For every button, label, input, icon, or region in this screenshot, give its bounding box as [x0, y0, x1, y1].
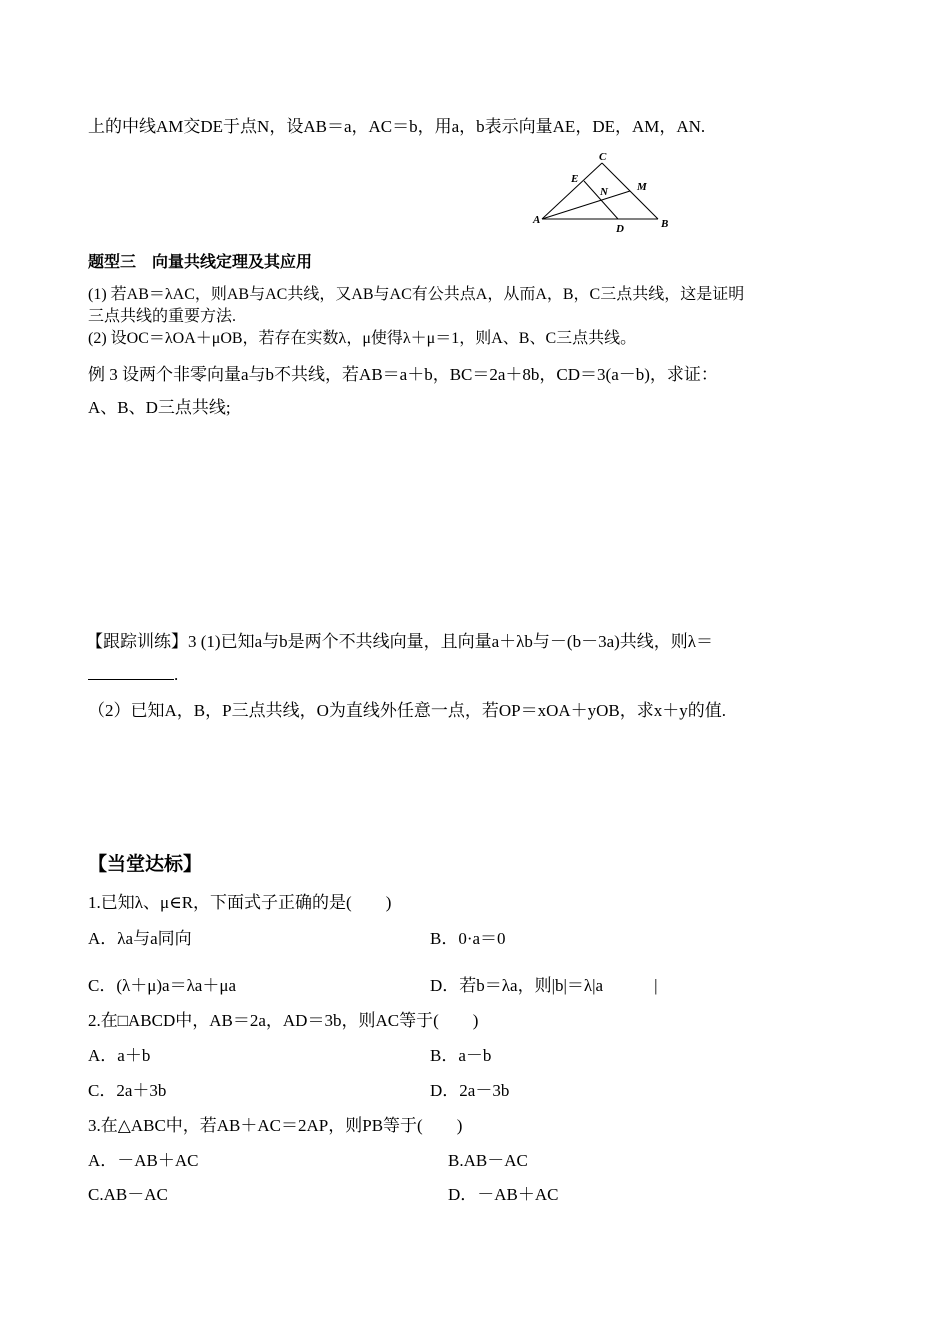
practice3-line1: 【跟踪训练】3 (1)已知a与b是两个不共线向量，且向量a＋λb与－(b－3a)共线，则λ＝	[86, 632, 714, 651]
label-B: B	[661, 218, 669, 230]
q1-option-a[interactable]: A．λa与a同向	[88, 929, 192, 948]
practice3-line2-end: .	[174, 665, 179, 684]
q2-option-d[interactable]: D．2a－3b	[430, 1081, 510, 1100]
q2-option-b[interactable]: B．a－b	[430, 1046, 492, 1065]
answer-blank[interactable]	[88, 665, 174, 680]
classwork-title: 【当堂达标】	[88, 853, 203, 875]
q3-option-a[interactable]: A．－AB＋AC	[88, 1151, 199, 1170]
label-E: E	[571, 173, 579, 185]
label-C: C	[599, 151, 607, 163]
q1-option-c[interactable]: C．(λ＋μ)a＝λa＋μa	[88, 976, 237, 995]
practice3-line2	[88, 664, 178, 686]
q3-stem: 3.在△ABC中，若AB＋AC＝2AP，则PB等于( )	[88, 1116, 463, 1135]
type3-point1-b: 三点共线的重要方法.	[88, 308, 237, 325]
label-A: A	[533, 214, 541, 226]
q1-stem: 1.已知λ、μ∈R，下面式子正确的是( )	[88, 893, 392, 912]
q1-option-b[interactable]: B．0·a＝0	[430, 929, 506, 948]
label-D: D	[616, 223, 624, 234]
intro-text: 上的中线AM交DE于点N，设AB＝a，AC＝b，用a，b表示向量AE，DE，AM，AN.	[88, 117, 706, 136]
example3-line2: A、B、D三点共线;	[88, 398, 231, 417]
q3-option-c[interactable]: C.AB－AC	[88, 1185, 168, 1204]
q3-option-b[interactable]: B.AB－AC	[448, 1151, 528, 1170]
q1-option-d[interactable]: D．若b＝λa，则|b|＝λ|a |	[430, 976, 658, 995]
q3-option-d[interactable]: D．－AB＋AC	[448, 1185, 559, 1204]
practice3-line3: （2）已知A，B，P三点共线，O为直线外任意一点，若OP＝xOA＋yOB，求x＋y的值.	[88, 701, 726, 720]
q2-stem: 2.在□ABCD中，AB＝2a，AD＝3b，则AC等于( )	[88, 1011, 479, 1030]
triangle-figure	[530, 148, 675, 234]
label-N: N	[600, 186, 608, 198]
q2-option-c[interactable]: C．2a＋3b	[88, 1081, 167, 1100]
section-title-type3: 题型三 向量共线定理及其应用	[88, 252, 313, 271]
q2-option-a[interactable]: A．a＋b	[88, 1046, 151, 1065]
type3-point1-a: (1) 若AB＝λAC，则AB与AC共线，又AB与AC有公共点A，从而A，B，C三点共线，这是证明	[88, 286, 745, 303]
type3-point2: (2) 设OC＝λOA＋μOB，若存在实数λ，μ使得λ＋μ＝1，则A、B、C三点共线。	[88, 330, 637, 347]
label-M: M	[637, 181, 647, 193]
example3-line1: 例 3 设两个非零向量a与b不共线，若AB＝a＋b，BC＝2a＋8b，CD＝3(a－b)，求证：	[88, 365, 718, 384]
